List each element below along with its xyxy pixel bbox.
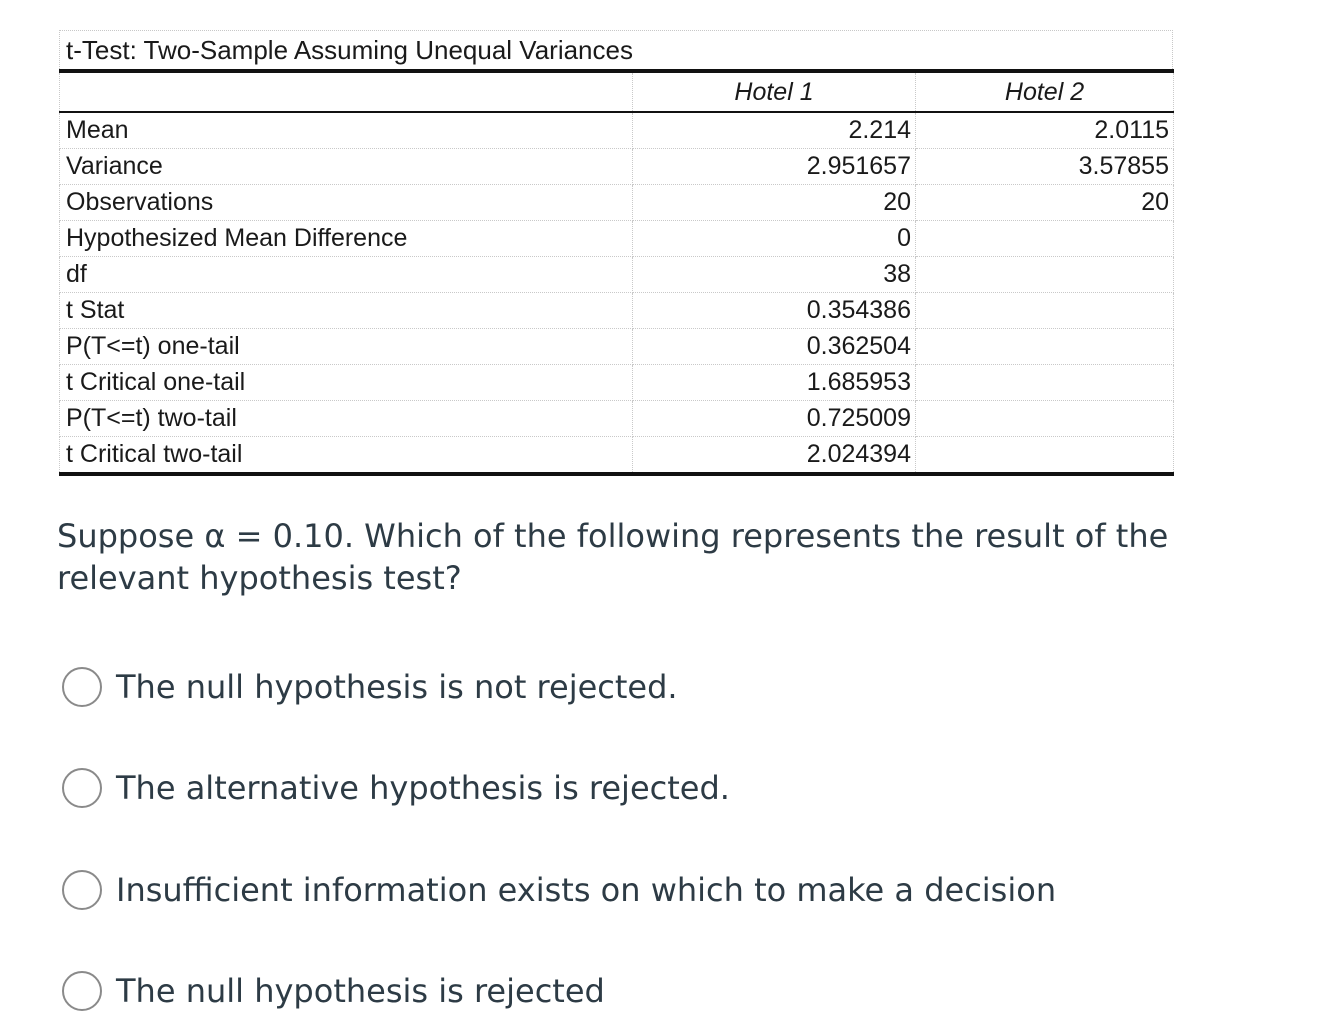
table-row (60, 293, 1174, 329)
row-label: t Critical one-tail (60, 365, 633, 401)
table-row (60, 149, 1174, 185)
table-row (60, 112, 1174, 149)
answer-option-label: The alternative hypothesis is rejected. (116, 769, 730, 807)
radio-button[interactable] (62, 768, 102, 808)
row-label: Observations (60, 185, 633, 221)
hotel-1-value: 0.725009 (633, 401, 916, 437)
answer-option-label: Insufficient information exists on which to make a decision (116, 871, 1057, 909)
hotel-1-value: 2.951657 (633, 149, 916, 185)
question-text: Suppose α = 0.10. Which of the following represents the result of the relevant hypothesis test? (57, 517, 1169, 597)
column-header-blank (60, 71, 633, 112)
table-row (60, 257, 1174, 293)
hotel-2-value (916, 401, 1174, 437)
row-label: Variance (60, 149, 633, 185)
table-row (60, 365, 1174, 401)
row-label: t Stat (60, 293, 633, 329)
hotel-2-value: 3.57855 (916, 149, 1174, 185)
answer-option-label: The null hypothesis is not rejected. (116, 668, 678, 706)
hotel-1-value: 0 (633, 221, 916, 257)
table-row (60, 221, 1174, 257)
row-label: P(T<=t) two-tail (60, 401, 633, 437)
header-row (60, 71, 1174, 112)
hotel-2-value: 2.0115 (916, 112, 1174, 149)
radio-button[interactable] (62, 667, 102, 707)
hotel-2-value (916, 293, 1174, 329)
table-row (60, 437, 1174, 475)
answer-option-label: The null hypothesis is rejected (116, 972, 605, 1010)
answer-option-insufficient-information[interactable] (62, 868, 1056, 912)
row-label: t Critical two-tail (60, 437, 633, 475)
hotel-2-value (916, 257, 1174, 293)
hotel-2-value (916, 437, 1174, 475)
hotel-2-value: 20 (916, 185, 1174, 221)
hotel-1-value: 0.354386 (633, 293, 916, 329)
hotel-1-value: 2.024394 (633, 437, 916, 475)
answer-option-null-rejected[interactable] (62, 969, 605, 1013)
hotel-2-value (916, 365, 1174, 401)
hotel-1-value: 2.214 (633, 112, 916, 149)
hotel-2-value (916, 221, 1174, 257)
table-row (60, 329, 1174, 365)
column-header-hotel-1: Hotel 1 (633, 71, 916, 112)
row-label: Mean (60, 112, 633, 149)
row-label: Hypothesized Mean Difference (60, 221, 633, 257)
answer-option-not-rejected[interactable] (62, 665, 678, 709)
table-row (60, 185, 1174, 221)
hotel-2-value (916, 329, 1174, 365)
answer-option-alternative-rejected[interactable] (62, 766, 730, 810)
table-title: t-Test: Two-Sample Assuming Unequal Variances (59, 30, 1173, 69)
hotel-1-value: 20 (633, 185, 916, 221)
radio-button[interactable] (62, 971, 102, 1011)
row-label: P(T<=t) one-tail (60, 329, 633, 365)
ttest-table (59, 69, 1174, 476)
row-label: df (60, 257, 633, 293)
hotel-1-value: 1.685953 (633, 365, 916, 401)
hotel-1-value: 38 (633, 257, 916, 293)
column-header-hotel-2: Hotel 2 (916, 71, 1174, 112)
hotel-1-value: 0.362504 (633, 329, 916, 365)
ttest-output-table (59, 30, 1173, 476)
radio-button[interactable] (62, 870, 102, 910)
table-row (60, 401, 1174, 437)
